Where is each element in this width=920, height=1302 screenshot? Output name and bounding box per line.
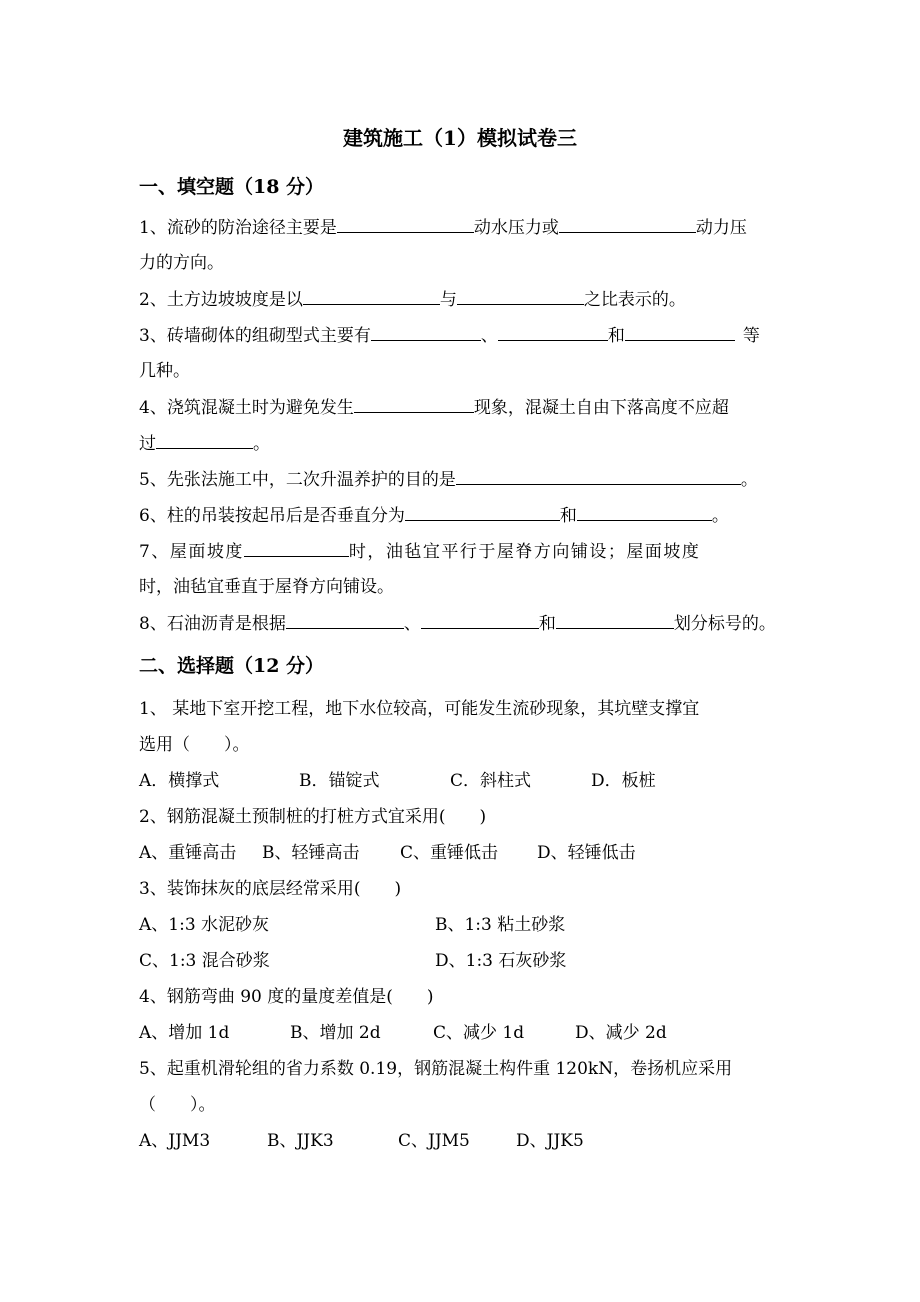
question-text: 与 xyxy=(439,290,457,310)
answer-blank xyxy=(303,287,440,305)
question-text: 动水压力或 xyxy=(473,218,559,238)
choice-question-1: 1、 某地下室开挖工程，地下水位较高，可能发生流砂现象，其坑壁支撑宜 xyxy=(139,699,700,719)
choice-question-5-cont: （ ）。 xyxy=(139,1095,216,1115)
answer-blank xyxy=(156,431,253,449)
answer-blank xyxy=(457,287,584,305)
question-text: 过 xyxy=(139,434,156,454)
question-text: 。 xyxy=(740,470,758,490)
choice-options-2 xyxy=(139,841,789,865)
option-d: D、减少 2d xyxy=(575,1023,667,1043)
fill-question-4-cont xyxy=(139,431,789,456)
question-text: 1、流砂的防治途径主要是 xyxy=(139,218,337,238)
option-b: B．锚锭式 xyxy=(299,771,380,791)
question-text: 之比表示的。 xyxy=(583,290,686,310)
question-text: 8、石油沥青是根据 xyxy=(139,614,286,634)
question-text: 时，油毡宜平行于屋脊方向铺设；屋面坡度 xyxy=(348,542,701,562)
question-text: 6、柱的吊装按起吊后是否垂直分为 xyxy=(139,506,405,526)
question-text: 等 xyxy=(742,326,760,346)
fill-question-6 xyxy=(139,503,789,528)
fill-question-3-cont: 几种。 xyxy=(139,361,190,381)
fill-question-1-cont: 力的方向。 xyxy=(139,253,224,273)
answer-blank xyxy=(625,323,735,341)
option-a: A、增加 1d xyxy=(139,1023,230,1043)
option-b: B、轻锤高击 xyxy=(262,843,360,863)
page-title: 建筑施工（1）模拟试卷三 xyxy=(343,126,577,150)
choice-question-4: 4、钢筋弯曲 90 度的量度差值是( ) xyxy=(139,987,434,1007)
question-text: 和 xyxy=(559,506,577,526)
fill-question-5 xyxy=(139,467,789,492)
option-c: C、JJM5 xyxy=(398,1131,470,1151)
option-b: B、增加 2d xyxy=(290,1023,381,1043)
question-text: 动力压 xyxy=(695,218,747,238)
fill-question-7 xyxy=(139,539,789,564)
question-text: 4、浇筑混凝土时为避免发生 xyxy=(139,398,354,418)
fill-question-4 xyxy=(139,395,789,420)
answer-blank xyxy=(498,323,608,341)
answer-blank xyxy=(337,215,474,233)
question-text: 、 xyxy=(480,326,498,346)
option-c: C、重锤低击 xyxy=(400,843,499,863)
fill-question-1 xyxy=(139,215,789,240)
question-text: 2、土方边坡坡度是以 xyxy=(139,290,303,310)
answer-blank xyxy=(405,503,560,521)
choice-options-3b xyxy=(139,949,789,973)
choice-options-1 xyxy=(139,769,789,793)
option-c: C、减少 1d xyxy=(433,1023,525,1043)
answer-blank xyxy=(421,611,539,629)
question-text: 7、屋面坡度 xyxy=(139,542,244,562)
answer-blank xyxy=(556,611,674,629)
question-text: 3、砖墙砌体的组砌型式主要有 xyxy=(139,326,371,346)
choice-question-3: 3、装饰抹灰的底层经常采用( ) xyxy=(139,879,402,899)
question-text: 划分标号的。 xyxy=(673,614,776,634)
option-c: C、1:3 混合砂浆 xyxy=(139,951,270,971)
fill-question-7-cont: 时，油毡宜垂直于屋脊方向铺设。 xyxy=(139,577,394,597)
question-text: 5、先张法施工中，二次升温养护的目的是 xyxy=(139,470,456,490)
fill-question-8 xyxy=(139,611,789,636)
option-a: A、JJM3 xyxy=(139,1131,211,1151)
option-a: A、1:3 水泥砂灰 xyxy=(139,915,270,935)
option-d: D．板桩 xyxy=(591,771,656,791)
question-text: 。 xyxy=(711,506,729,526)
answer-blank xyxy=(456,467,741,485)
option-a: A．横撑式 xyxy=(139,771,220,791)
choice-options-4 xyxy=(139,1021,789,1045)
answer-blank xyxy=(559,215,696,233)
option-d: D、1:3 石灰砂浆 xyxy=(435,951,567,971)
question-text: 。 xyxy=(253,434,270,454)
question-text: 和 xyxy=(538,614,556,634)
answer-blank xyxy=(244,539,349,557)
answer-blank xyxy=(371,323,481,341)
fill-question-2 xyxy=(139,287,789,312)
option-b: B、1:3 粘土砂浆 xyxy=(435,915,566,935)
section-heading-multiple-choice: 二、选择题（12 分） xyxy=(139,655,325,677)
option-b: B、JJK3 xyxy=(267,1131,334,1151)
question-text: 和 xyxy=(607,326,625,346)
answer-blank xyxy=(286,611,404,629)
answer-blank xyxy=(354,395,474,413)
answer-blank xyxy=(577,503,712,521)
choice-options-3a xyxy=(139,913,789,937)
question-text: 、 xyxy=(403,614,421,634)
choice-question-1-cont: 选用（ ）。 xyxy=(139,735,250,755)
option-d: D、JJK5 xyxy=(516,1131,584,1151)
question-text: 现象，混凝土自由下落高度不应超 xyxy=(473,398,729,418)
choice-question-2: 2、钢筋混凝土预制桩的打桩方式宜采用( ) xyxy=(139,807,487,827)
choice-question-5: 5、起重机滑轮组的省力系数 0.19，钢筋混凝土构件重 120kN，卷扬机应采用 xyxy=(139,1059,733,1079)
section-heading-fill-in: 一、填空题（18 分） xyxy=(139,176,325,198)
fill-question-3 xyxy=(139,323,789,348)
choice-options-5 xyxy=(139,1129,789,1153)
option-d: D、轻锤低击 xyxy=(537,843,636,863)
option-c: C．斜柱式 xyxy=(450,771,532,791)
option-a: A、重锤高击 xyxy=(139,843,237,863)
